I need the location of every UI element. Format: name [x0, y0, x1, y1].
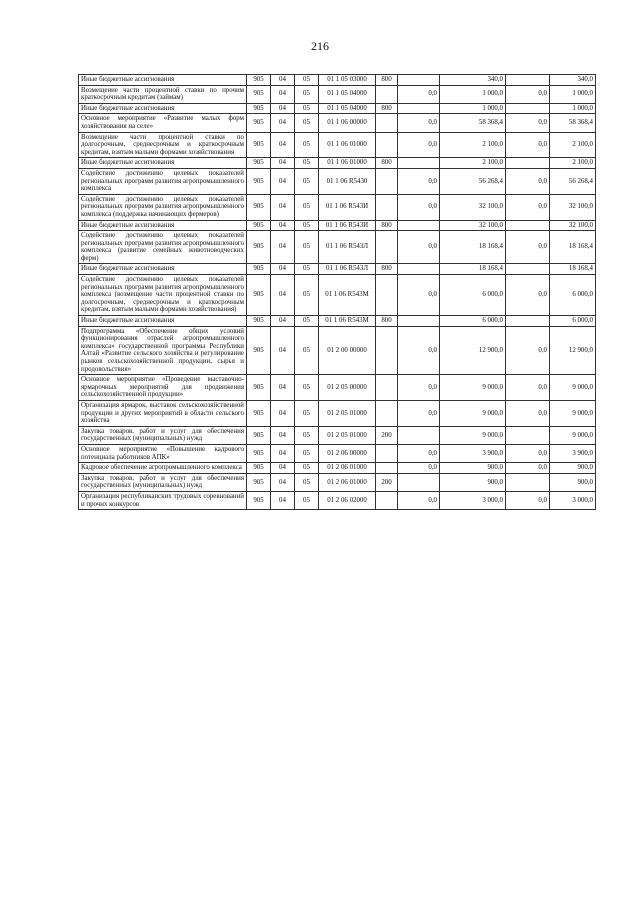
row-name: Закупка товаров, работ и услуг для обеспечения государственных (муниципальных) нужд	[79, 426, 247, 444]
amount-3: 0,0	[506, 444, 550, 462]
expense-type	[376, 275, 398, 316]
row-name: Иные бюджетные ассигнования	[79, 158, 247, 169]
amount-3: 0,0	[506, 231, 550, 264]
target-article: 01 2 00 00000	[319, 326, 376, 375]
amount-1: 0,0	[398, 275, 440, 316]
amount-2: 340,0	[440, 75, 506, 86]
amount-total: 9 000,0	[550, 426, 596, 444]
section-code: 04	[271, 231, 295, 264]
ministry-code: 905	[247, 326, 271, 375]
table-row	[79, 444, 596, 462]
amount-total: 3 900,0	[550, 444, 596, 462]
section-code: 04	[271, 491, 295, 509]
amount-2: 56 268,4	[440, 168, 506, 194]
ministry-code: 905	[247, 75, 271, 86]
section-code: 04	[271, 158, 295, 169]
amount-total: 900,0	[550, 463, 596, 474]
expense-type	[376, 231, 398, 264]
amount-2: 6 000,0	[440, 316, 506, 327]
table-row	[79, 75, 596, 86]
ministry-code: 905	[247, 194, 271, 220]
amount-total: 56 268,4	[550, 168, 596, 194]
amount-total: 9 000,0	[550, 375, 596, 401]
section-code: 04	[271, 426, 295, 444]
page-number: 216	[311, 39, 329, 53]
expense-type	[376, 491, 398, 509]
amount-3: 0,0	[506, 275, 550, 316]
section-code: 04	[271, 132, 295, 158]
budget-table	[78, 74, 596, 510]
section-code: 04	[271, 264, 295, 275]
amount-total: 3 000,0	[550, 491, 596, 509]
ministry-code: 905	[247, 264, 271, 275]
amount-3: 0,0	[506, 463, 550, 474]
amount-total: 32 100,0	[550, 220, 596, 231]
ministry-code: 905	[247, 463, 271, 474]
expense-type: 800	[376, 316, 398, 327]
subsection-code: 05	[295, 426, 319, 444]
target-article: 01 1 06 R5430	[319, 168, 376, 194]
row-name: Иные бюджетные ассигнования	[79, 316, 247, 327]
target-article: 01 1 06 00000	[319, 114, 376, 132]
ministry-code: 905	[247, 400, 271, 426]
subsection-code: 05	[295, 158, 319, 169]
table-row	[79, 275, 596, 316]
subsection-code: 05	[295, 194, 319, 220]
expense-type	[376, 85, 398, 103]
section-code: 04	[271, 220, 295, 231]
ministry-code: 905	[247, 316, 271, 327]
row-name: Возмещение части процентной ставки по прочим краткосрочным кредитам (займам)	[79, 85, 247, 103]
section-code: 04	[271, 168, 295, 194]
amount-3: 0,0	[506, 194, 550, 220]
amount-1	[398, 426, 440, 444]
amount-2: 9 000,0	[440, 400, 506, 426]
section-code: 04	[271, 375, 295, 401]
expense-type	[376, 400, 398, 426]
amount-3: 0,0	[506, 168, 550, 194]
amount-total: 18 168,4	[550, 231, 596, 264]
target-article: 01 1 06 R543Л	[319, 264, 376, 275]
subsection-code: 05	[295, 132, 319, 158]
amount-total: 2 100,0	[550, 158, 596, 169]
row-name: Содействие достижению целевых показателей региональных программ развития агропромышленного комплекса	[79, 168, 247, 194]
expense-type	[376, 463, 398, 474]
table-row	[79, 375, 596, 401]
row-name: Организация ярмарок, выставок сельскохозяйственной продукции и других мероприятий в области сельского хозяйства	[79, 400, 247, 426]
amount-1: 0,0	[398, 231, 440, 264]
expense-type	[376, 326, 398, 375]
table-row	[79, 473, 596, 491]
subsection-code: 05	[295, 491, 319, 509]
table-row	[79, 158, 596, 169]
target-article: 01 2 06 00000	[319, 444, 376, 462]
target-article: 01 2 06 01000	[319, 473, 376, 491]
section-code: 04	[271, 275, 295, 316]
row-name: Закупка товаров, работ и услуг для обеспечения государственных (муниципальных) нужд	[79, 473, 247, 491]
row-name: Кадровое обеспечение агропромышленного комплекса	[79, 463, 247, 474]
amount-total: 6 000,0	[550, 316, 596, 327]
amount-total: 1 000,0	[550, 85, 596, 103]
expense-type: 200	[376, 426, 398, 444]
table-row	[79, 168, 596, 194]
subsection-code: 05	[295, 400, 319, 426]
target-article: 01 2 06 02000	[319, 491, 376, 509]
amount-3: 0,0	[506, 326, 550, 375]
ministry-code: 905	[247, 114, 271, 132]
row-name: Иные бюджетные ассигнования	[79, 220, 247, 231]
amount-total: 340,0	[550, 75, 596, 86]
amount-3	[506, 316, 550, 327]
target-article: 01 2 06 01000	[319, 463, 376, 474]
ministry-code: 905	[247, 231, 271, 264]
table-body	[79, 75, 596, 510]
amount-2: 1 000,0	[440, 103, 506, 114]
amount-3	[506, 103, 550, 114]
row-name: Иные бюджетные ассигнования	[79, 264, 247, 275]
amount-3	[506, 473, 550, 491]
table-row	[79, 316, 596, 327]
amount-1: 0,0	[398, 168, 440, 194]
amount-3: 0,0	[506, 132, 550, 158]
subsection-code: 05	[295, 444, 319, 462]
amount-1	[398, 103, 440, 114]
expense-type: 800	[376, 264, 398, 275]
subsection-code: 05	[295, 463, 319, 474]
target-article: 01 1 06 R543И	[319, 220, 376, 231]
section-code: 04	[271, 194, 295, 220]
subsection-code: 05	[295, 231, 319, 264]
expense-type	[376, 168, 398, 194]
subsection-code: 05	[295, 103, 319, 114]
table-row	[79, 426, 596, 444]
amount-3	[506, 426, 550, 444]
section-code: 04	[271, 473, 295, 491]
amount-2: 58 368,4	[440, 114, 506, 132]
amount-2: 2 100,0	[440, 132, 506, 158]
target-article: 01 1 06 R543M	[319, 316, 376, 327]
expense-type: 800	[376, 158, 398, 169]
section-code: 04	[271, 463, 295, 474]
subsection-code: 05	[295, 275, 319, 316]
amount-1	[398, 264, 440, 275]
amount-2: 18 168,4	[440, 264, 506, 275]
expense-type	[376, 444, 398, 462]
amount-total: 9 000,0	[550, 400, 596, 426]
ministry-code: 905	[247, 491, 271, 509]
ministry-code: 905	[247, 85, 271, 103]
subsection-code: 05	[295, 85, 319, 103]
ministry-code: 905	[247, 220, 271, 231]
amount-2: 18 168,4	[440, 231, 506, 264]
expense-type	[376, 375, 398, 401]
amount-total: 18 168,4	[550, 264, 596, 275]
row-name: Содействие достижению целевых показателей региональных программ развития агропромышленного комплекса (развитие семейных животноводческих ферм)	[79, 231, 247, 264]
amount-3	[506, 264, 550, 275]
table-row	[79, 264, 596, 275]
section-code: 04	[271, 103, 295, 114]
target-article: 01 1 05 04000	[319, 85, 376, 103]
amount-1: 0,0	[398, 463, 440, 474]
subsection-code: 05	[295, 316, 319, 327]
row-name: Подпрограмма «Обеспечение общих условий функционирования отраслей агропромышленного комплекса» государственной программы Республики Алтай «Развитие сельского хозяйства и регулирование рынков сельскохозяйственной продукции, сырья и продовольствия»	[79, 326, 247, 375]
amount-3: 0,0	[506, 400, 550, 426]
expense-type: 200	[376, 473, 398, 491]
ministry-code: 905	[247, 444, 271, 462]
target-article: 01 1 06 R543Л	[319, 231, 376, 264]
amount-3	[506, 75, 550, 86]
amount-2: 900,0	[440, 473, 506, 491]
section-code: 04	[271, 85, 295, 103]
section-code: 04	[271, 114, 295, 132]
ministry-code: 905	[247, 132, 271, 158]
amount-total: 2 100,0	[550, 132, 596, 158]
section-code: 04	[271, 400, 295, 426]
row-name: Основное мероприятие «Развитие малых форм хозяйствования на селе»	[79, 114, 247, 132]
amount-3	[506, 158, 550, 169]
amount-1	[398, 220, 440, 231]
ministry-code: 905	[247, 158, 271, 169]
amount-2: 32 100,0	[440, 194, 506, 220]
target-article: 01 2 05 01000	[319, 426, 376, 444]
row-name: Основное мероприятие «Проведение выставочно-ярмарочных мероприятий для продвижения сельскохозяйственной продукции»	[79, 375, 247, 401]
ministry-code: 905	[247, 103, 271, 114]
subsection-code: 05	[295, 220, 319, 231]
subsection-code: 05	[295, 114, 319, 132]
subsection-code: 05	[295, 75, 319, 86]
expense-type	[376, 194, 398, 220]
amount-2: 9 000,0	[440, 426, 506, 444]
ministry-code: 905	[247, 426, 271, 444]
amount-2: 2 100,0	[440, 158, 506, 169]
subsection-code: 05	[295, 375, 319, 401]
amount-total: 900,0	[550, 473, 596, 491]
amount-1: 0,0	[398, 326, 440, 375]
table-row	[79, 326, 596, 375]
table-row	[79, 85, 596, 103]
subsection-code: 05	[295, 326, 319, 375]
table-row	[79, 132, 596, 158]
amount-1: 0,0	[398, 444, 440, 462]
section-code: 04	[271, 75, 295, 86]
amount-total: 1 000,0	[550, 103, 596, 114]
row-name: Возмещение части процентной ставки по долгосрочным, среднесрочным и краткосрочным кредитам, взятым малыми формами хозяйствования	[79, 132, 247, 158]
target-article: 01 1 06 01000	[319, 132, 376, 158]
ministry-code: 905	[247, 168, 271, 194]
amount-2: 900,0	[440, 463, 506, 474]
table-row	[79, 231, 596, 264]
target-article: 01 1 05 04000	[319, 103, 376, 114]
expense-type	[376, 114, 398, 132]
ministry-code: 905	[247, 375, 271, 401]
row-name: Основное мероприятие «Повышение кадрового потенциала работников АПК»	[79, 444, 247, 462]
amount-1	[398, 75, 440, 86]
expense-type	[376, 132, 398, 158]
target-article: 01 1 06 R543M	[319, 275, 376, 316]
amount-3: 0,0	[506, 491, 550, 509]
target-article: 01 2 05 01000	[319, 400, 376, 426]
target-article: 01 2 05 00000	[319, 375, 376, 401]
amount-total: 58 368,4	[550, 114, 596, 132]
amount-1: 0,0	[398, 132, 440, 158]
target-article: 01 1 06 01000	[319, 158, 376, 169]
amount-3: 0,0	[506, 375, 550, 401]
amount-2: 6 000,0	[440, 275, 506, 316]
table-row	[79, 114, 596, 132]
subsection-code: 05	[295, 168, 319, 194]
amount-2: 3 000,0	[440, 491, 506, 509]
amount-1: 0,0	[398, 194, 440, 220]
table-row	[79, 220, 596, 231]
amount-1: 0,0	[398, 491, 440, 509]
target-article: 01 1 06 R543И	[319, 194, 376, 220]
ministry-code: 905	[247, 473, 271, 491]
amount-total: 6 000,0	[550, 275, 596, 316]
amount-2: 32 100,0	[440, 220, 506, 231]
amount-1	[398, 473, 440, 491]
ministry-code: 905	[247, 275, 271, 316]
table-row	[79, 103, 596, 114]
amount-3	[506, 220, 550, 231]
table-row	[79, 491, 596, 509]
amount-1: 0,0	[398, 400, 440, 426]
amount-3: 0,0	[506, 85, 550, 103]
row-name: Иные бюджетные ассигнования	[79, 103, 247, 114]
amount-2: 3 900,0	[440, 444, 506, 462]
row-name: Содействие достижению целевых показателей региональных программ развития агропромышленного комплекса (поддержка начинающих фермеров)	[79, 194, 247, 220]
row-name: Организация республиканских трудовых соревнований и прочих конкурсов	[79, 491, 247, 509]
subsection-code: 05	[295, 473, 319, 491]
subsection-code: 05	[295, 264, 319, 275]
amount-1: 0,0	[398, 375, 440, 401]
table-row	[79, 400, 596, 426]
section-code: 04	[271, 444, 295, 462]
amount-total: 32 100,0	[550, 194, 596, 220]
table-row	[79, 194, 596, 220]
target-article: 01 1 05 03000	[319, 75, 376, 86]
amount-2: 1 000,0	[440, 85, 506, 103]
amount-1	[398, 158, 440, 169]
section-code: 04	[271, 316, 295, 327]
amount-1: 0,0	[398, 85, 440, 103]
expense-type: 800	[376, 75, 398, 86]
amount-1: 0,0	[398, 114, 440, 132]
amount-2: 12 900,0	[440, 326, 506, 375]
expense-type: 800	[376, 103, 398, 114]
expense-type: 800	[376, 220, 398, 231]
row-name: Иные бюджетные ассигнования	[79, 75, 247, 86]
amount-2: 9 000,0	[440, 375, 506, 401]
amount-total: 12 900,0	[550, 326, 596, 375]
table-row	[79, 463, 596, 474]
amount-1	[398, 316, 440, 327]
row-name: Содействие достижению целевых показателей региональных программ развития агропромышленного комплекса (возмещение части процентной ставки по долгосрочным, среднесрочным и краткосрочным кредитам, взятым малыми формами хозяйствования)	[79, 275, 247, 316]
amount-3: 0,0	[506, 114, 550, 132]
section-code: 04	[271, 326, 295, 375]
